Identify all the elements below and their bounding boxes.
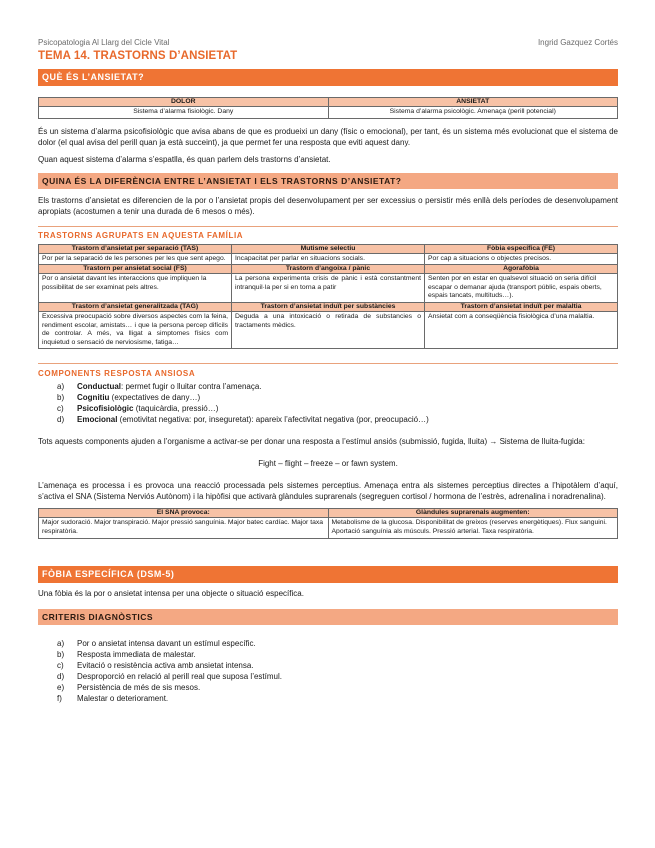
list-item xyxy=(57,682,618,693)
table-header: DOLOR xyxy=(39,98,329,107)
section-heading-fobia: FÒBIA ESPECÍFICA (DSM-5) xyxy=(38,566,618,583)
list-letter: f) xyxy=(57,693,62,703)
dolor-ansietat-table xyxy=(38,97,618,119)
paragraph: Una fòbia és la por o ansietat intensa per una objecte o situació específica. xyxy=(38,588,304,598)
running-header xyxy=(38,38,618,49)
subsection-heading-components: COMPONENTS RESPOSTA ANSIOSA xyxy=(38,369,196,379)
list-letter: c) xyxy=(57,660,64,670)
table-header: El SNA provoca: xyxy=(39,509,329,518)
list-letter: d) xyxy=(57,415,65,425)
list-letter: a) xyxy=(57,638,65,648)
table-header: ANSIETAT xyxy=(328,98,618,107)
table-cell: Por o ansietat davant les interaccions que impliquen la possibilitat de ser examinat pels altres. xyxy=(39,274,232,303)
list-letter: e) xyxy=(57,682,65,692)
author-name: Ingrid Gazquez Cortés xyxy=(537,38,618,47)
subsection-heading-trastorns: TRASTORNS AGRUPATS EN AQUESTA FAMÍLIA xyxy=(38,230,244,240)
table-header: Trastorn d’ansietat induït per substàncies xyxy=(232,302,425,311)
list-item-text: Malestar o deteriorament. xyxy=(77,693,169,703)
list-item-text: (emotivitat negativa: por, inseguretat): apareix l’afectivitat negativa (por, preocupació…) xyxy=(117,415,429,425)
table-header: Glàndules suprarenals augmenten: xyxy=(328,509,618,518)
list-item-text: Por o ansietat intensa davant un estímul específic. xyxy=(77,638,256,648)
table-cell: La persona experimenta crisis de pànic i està constantment intranquil·la per si en torna a patir xyxy=(232,274,425,303)
list-item xyxy=(57,660,618,671)
list-item xyxy=(57,649,618,660)
table-cell: Ansietat com a conseqüència fisiològica d’una malaltia. xyxy=(425,311,618,348)
divider xyxy=(38,363,618,364)
list-item xyxy=(57,403,618,414)
components-list xyxy=(57,381,618,425)
table-header: Agorafòbia xyxy=(425,265,618,274)
list-item-text: Desproporció en relació al perill real que suposa l’estímul. xyxy=(77,671,282,681)
table-header: Trastorn per ansietat social (FS) xyxy=(39,265,232,274)
divider xyxy=(38,226,618,227)
sna-glandules-table xyxy=(38,508,618,538)
table-cell: Senten por en estar en qualsevol situació on seria difícil escapar o demanar ajuda (transport públic, espais oberts, espais tancats, multituds…). xyxy=(425,274,618,303)
section-heading-que-es: QUÈ ÉS L’ANSIETAT? xyxy=(38,69,618,86)
list-item-text: : permet fugir o lluitar contra l’amenaça. xyxy=(121,382,262,392)
document-page xyxy=(38,38,618,704)
list-letter: a) xyxy=(57,382,65,392)
table-cell: Deguda a una intoxicació o retirada de substancies o tractaments mèdics. xyxy=(232,311,425,348)
table-header: Trastorn d’ansietat per separació (TAS) xyxy=(39,244,232,253)
table-cell: Por per la separació de les persones per les que sent apego. xyxy=(39,253,232,265)
list-item-text: Evitació o resistència activa amb ansietat intensa. xyxy=(77,660,254,670)
list-item xyxy=(57,638,618,649)
list-item xyxy=(57,381,618,392)
list-item-text: Resposta immediata de malestar. xyxy=(77,649,196,659)
paragraph: Quan aquest sistema d’alarma s’espatlla, és quan parlem dels trastorns d’ansietat. xyxy=(38,154,331,164)
table-cell: Metabolisme de la glucosa. Disponibilitat de greixos (reserves energètiques). Flux sanguini. Aportació sanguínia als músculs. Pressió arterial. Taxa respiratòria. xyxy=(328,518,618,538)
table-cell: Por cap a situacions o objectes precisos. xyxy=(425,253,618,265)
table-header: Fòbia específica (FE) xyxy=(425,244,618,253)
paragraph: L’amenaça es processa i es provoca una reacció processada pels sistemes perceptius. Amenaça entra als sistemes perceptius directes a l’hipotàlem d’aquí, s’activa el SNA (Sistema Nerviós Autònom) i la hipòfisi que activarà glàndules suprarenals (segreguen cortisol / hormona de l’estrès, adrenalina i noradrenalina). xyxy=(38,481,618,502)
list-item-term: Cognitiu xyxy=(77,393,110,403)
table-cell: Sistema d’alarma fisiològic. Dany xyxy=(39,107,329,119)
list-item xyxy=(57,693,618,704)
table-cell: Sistema d’alarma psicològic. Amenaça (perill potencial) xyxy=(328,107,618,119)
list-item xyxy=(57,414,618,425)
paragraph: Tots aquests components ajuden a l’organisme a activar-se per donar una resposta a l’estímul ansiós (submissió, fugida, lluita) → Sistema de lluita-fugida: xyxy=(38,437,585,447)
fight-flight-line: Fight – flight – freeze – or fawn system. xyxy=(258,459,398,469)
list-letter: b) xyxy=(57,649,65,659)
list-letter: c) xyxy=(57,404,64,414)
paragraph: És un sistema d’alarma psicofisiològic que avisa abans de que es produeixi un dany (físic o emocional), per tant, és un sistema més evolucionat que el sistema de dolor (el qual avisa del perill quan ja està succeint), ja que permet fer una resposta que eviti aquest dany. xyxy=(38,126,618,147)
criteria-list xyxy=(57,638,618,704)
table-header: Mutisme selectiu xyxy=(232,244,425,253)
list-item-term: Emocional xyxy=(77,415,118,425)
table-cell: Major sudoració. Major transpiració. Major pressió sanguínia. Major batec cardíac. Major taxa respiratòria. xyxy=(39,518,329,538)
section-heading-diferencia: QUINA ÉS LA DIFERÈNCIA ENTRE L’ANSIETAT I ELS TRASTORNS D’ANSIETAT? xyxy=(38,173,618,189)
table-header: Trastorn d’ansietat induït per malaltia xyxy=(425,302,618,311)
list-item xyxy=(57,392,618,403)
table-header: Trastorn d’angoixa / pànic xyxy=(232,265,425,274)
trastorns-table xyxy=(38,244,618,350)
list-item-term: Psicofisiològic xyxy=(77,404,134,414)
section-heading-criteris: CRITERIS DIAGNÒSTICS xyxy=(38,609,618,625)
table-header: Trastorn d’ansietat generalitzada (TAG) xyxy=(39,302,232,311)
table-cell: Incapacitat per parlar en situacions socials. xyxy=(232,253,425,265)
list-item-text: (taquicàrdia, pressió…) xyxy=(133,404,219,414)
list-item xyxy=(57,671,618,682)
list-item-term: Conductual xyxy=(77,382,121,392)
list-item-text: (expectatives de dany…) xyxy=(109,393,201,403)
list-item-text: Persistència de més de sis mesos. xyxy=(77,682,201,692)
list-letter: b) xyxy=(57,393,65,403)
chapter-title: TEMA 14. TRASTORNS D’ANSIETAT xyxy=(38,50,238,62)
table-cell: Excessiva preocupació sobre diversos aspectes com la feina, rendiment escolar, amistats… i que la persona percep difícils de controlar. A més, va lligat a simptomes físics com inquietud o sensació de nerviosisme, fatiga… xyxy=(39,311,232,348)
course-title: Psicopatologia Al Llarg del Cicle Vital xyxy=(38,38,170,47)
paragraph: Els trastorns d’ansietat es diferencien de la por o l’ansietat propis del desenvolupament per ser excessius o persistir més enllà dels períodes de desenvolupament apropiats (acostumen a tenir una durada de 6 mesos o més). xyxy=(38,195,618,216)
list-letter: d) xyxy=(57,671,65,681)
